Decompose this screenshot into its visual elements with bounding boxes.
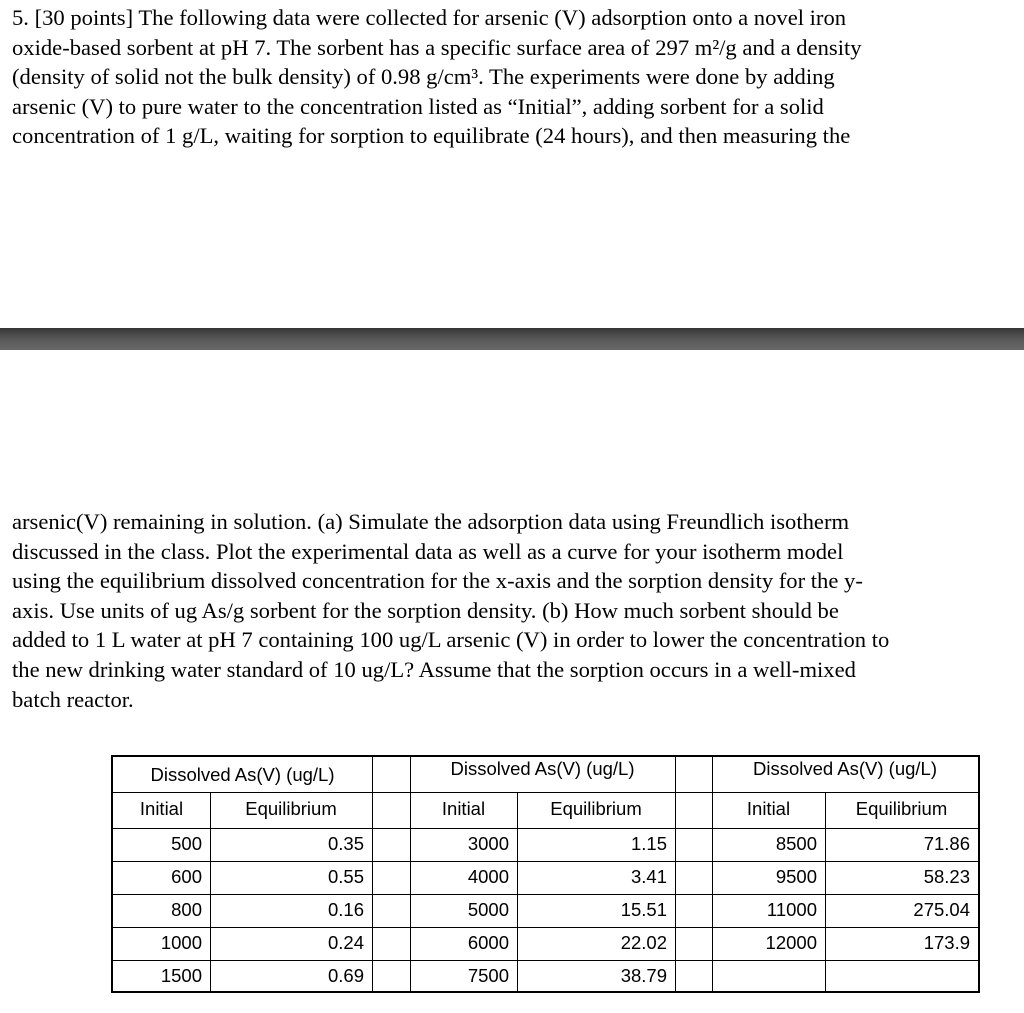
table-rule	[372, 757, 373, 991]
cell-initial: 12000	[765, 932, 817, 953]
cell-initial: 11000	[766, 899, 817, 920]
cell-equilibrium: 0.69	[327, 965, 364, 986]
table-rule	[113, 828, 979, 829]
text-line: arsenic(V) remaining in solution. (a) Simulate the adsorption data using Freundlich isotherm	[12, 509, 850, 534]
col-header-initial: Initial	[139, 798, 184, 819]
cell-initial: 4000	[467, 866, 509, 887]
group-header: Dissolved As(V) (ug/L)	[450, 758, 635, 779]
cell-equilibrium: 0.55	[327, 866, 364, 887]
col-header-equilibrium: Equilibrium	[550, 798, 642, 819]
question-intro	[12, 3, 1022, 151]
cell-equilibrium: 3.41	[630, 866, 667, 887]
cell-initial: 600	[171, 866, 202, 887]
table-rule	[210, 792, 211, 991]
cell-equilibrium: 22.02	[620, 932, 667, 953]
cell-equilibrium: 38.79	[620, 965, 667, 986]
table-rule	[113, 861, 979, 862]
cell-initial: 9500	[775, 866, 817, 887]
col-header-equilibrium: Equilibrium	[855, 798, 948, 819]
table-rule	[113, 894, 979, 895]
text-line: axis. Use units of ug As/g sorbent for the sorption density. (b) How much sorbent should be	[12, 597, 839, 623]
table-rule	[113, 960, 979, 961]
text-line: oxide-based sorbent at pH 7. The sorbent has a specific surface area of 297 m²/g and a density	[12, 34, 862, 60]
cell-initial: 5000	[467, 899, 509, 920]
col-header-initial: Initial	[441, 798, 486, 819]
group-header: Dissolved As(V) (ug/L)	[150, 764, 335, 785]
cell-initial: 500	[171, 833, 202, 854]
cell-equilibrium: 0.16	[327, 899, 364, 920]
table-rule	[675, 757, 676, 991]
page-divider-bar	[0, 328, 1024, 350]
cell-equilibrium: 1.15	[630, 833, 667, 854]
text-line: using the equilibrium dissolved concentration for the x-axis and the sorption density for the y-	[12, 568, 863, 594]
text-line: batch reactor.	[12, 686, 134, 712]
text-line: concentration of 1 g/L, waiting for sorption to equilibrate (24 hours), and then measuring the	[12, 123, 851, 149]
cell-equilibrium: 0.24	[327, 932, 364, 953]
cell-initial: 8500	[775, 833, 817, 854]
cell-equilibrium: 173.9	[923, 932, 970, 953]
text-line: 5. [30 points] The following data were collected for arsenic (V) adsorption onto a novel iron	[12, 5, 847, 30]
text-line: arsenic (V) to pure water to the concentration listed as “Initial”, adding sorbent for a solid	[12, 93, 824, 119]
cell-equilibrium: 275.04	[913, 899, 970, 920]
group-header: Dissolved As(V) (ug/L)	[752, 758, 938, 779]
question-continuation	[12, 507, 1022, 714]
table-rule	[113, 792, 979, 793]
cell-equilibrium: 15.51	[620, 899, 667, 920]
cell-initial: 1000	[160, 932, 202, 953]
col-header-equilibrium: Equilibrium	[245, 798, 337, 819]
table-rule	[825, 792, 826, 991]
text-line: the new drinking water standard of 10 ug/L? Assume that the sorption occurs in a well-mixed	[12, 656, 856, 682]
table-rule	[517, 792, 518, 991]
cell-initial: 3000	[467, 833, 509, 854]
cell-equilibrium: 58.23	[923, 866, 970, 887]
text-line: discussed in the class. Plot the experimental data as well as a curve for your isotherm model	[12, 538, 844, 564]
text-line: added to 1 L water at pH 7 containing 100 ug/L arsenic (V) in order to lower the concentration to	[12, 627, 890, 653]
cell-initial: 800	[171, 899, 202, 920]
cell-initial: 7500	[467, 965, 509, 986]
cell-equilibrium: 71.86	[923, 833, 970, 854]
cell-initial: 6000	[467, 932, 509, 953]
cell-equilibrium: 0.35	[327, 833, 364, 854]
text-line: (density of solid not the bulk density) of 0.98 g/cm³. The experiments were done by adding	[12, 64, 835, 90]
table-rule	[113, 927, 979, 928]
cell-initial: 1500	[160, 965, 202, 986]
col-header-initial: Initial	[746, 798, 791, 819]
